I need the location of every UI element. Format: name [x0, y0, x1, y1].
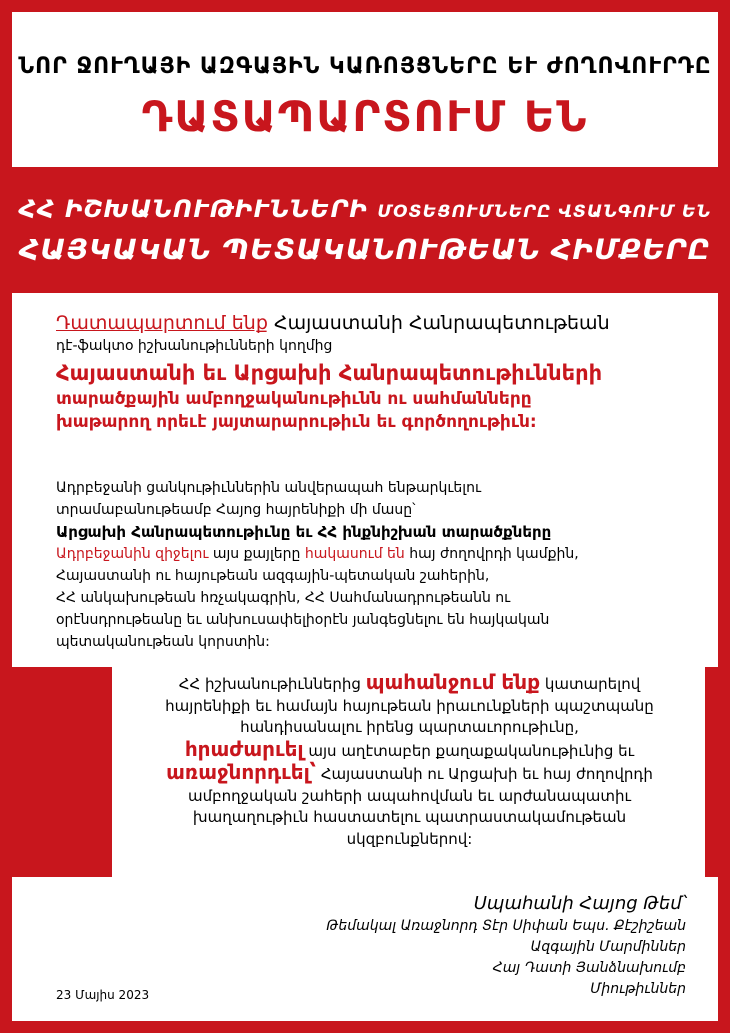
- paragraph-condemn: [56, 312, 696, 434]
- para2-line-1: Ադրբեջանի ցանկութիւններին անվերապահ ենթարկւելու: [56, 480, 482, 496]
- signature-committee: Հայ Դատի Յանձնախումբ: [492, 960, 686, 976]
- red-banner: [12, 167, 718, 293]
- para3-line-8: սկզբունքներով:: [346, 829, 473, 848]
- para3-line-4: [122, 736, 697, 763]
- para3-line-5: [122, 762, 697, 786]
- para3-line-7: խաղաղութիւն հաստատելու պատրաստակամութեան: [192, 808, 627, 826]
- para1-line-1: [56, 312, 696, 335]
- para2-line-2: տրամաբանութեամբ Հայոց հայրենիքի մի մասը՝: [56, 502, 416, 518]
- para3-line-2: հայրենիքի եւ համայն հայութեան իրաւունքների պաշտպանը: [165, 696, 654, 715]
- poster-header: [12, 12, 718, 167]
- para3-line-1-b: կատարելով: [540, 675, 641, 693]
- para3-red-renounce: հրաժարւել: [184, 736, 304, 761]
- banner-line-1: [12, 195, 718, 223]
- para2-line-6: ՀՀ անկախութեան հռչակագրին, ՀՀ Սահմանադրութեանն ու: [56, 590, 511, 606]
- para3-line-6: ամբողջական շահերի ապահովման եւ արժանապատիւ: [187, 786, 632, 805]
- para2-line-4-mid: այս քայլերը: [208, 546, 305, 562]
- para1-line-3: Հայաստանի եւ Արցախի Հանրապետութիւնների: [56, 361, 603, 385]
- para3-line-1-a: ՀՀ իշխանութիւններից: [178, 675, 366, 693]
- header-title: ԴԱՏԱՊԱՐՏՈՒՄ ԵՆ: [141, 92, 589, 141]
- para2-line-7: օրէնսդրութեանը եւ անխուսափելիօրէն յանգեցնելու են հայկական: [56, 612, 550, 628]
- para1-line-2: դէ-ֆակտօ իշխանութիւնների կողմից: [56, 338, 333, 354]
- banner-line-1-a: ՀՀ ԻՇԽԱՆՈՒԹԻՒՆՆԵՐԻ: [18, 195, 369, 223]
- para3-red-demand: պահանջում ենք: [365, 670, 541, 694]
- side-bar-right: [705, 667, 718, 877]
- para2-line-3: Արցախի Հանրապետութիւնը եւ ՀՀ ինքնիշխան տարածքները: [56, 523, 552, 541]
- para3-line-3: հանդիսանալու իրենց պարտաւորութիւնը,: [240, 718, 579, 736]
- signature-prelate: Թեմակալ Առաջնորդ Տէր Սիփան Եպս. Քէշիշեան: [326, 918, 686, 934]
- para3-line-1: [122, 672, 697, 696]
- para2-line-8: պետականութեան կորստին:: [56, 634, 270, 650]
- document-date: 23 Մայիս 2023: [56, 988, 150, 1002]
- poster-page: [12, 12, 718, 1021]
- header-subtitle: ՆՈՐ ՋՈՒՂԱՅԻ ԱԶԳԱՅԻՆ ԿԱՌՈՅՑՆԵՐԸ ԵՒ ԺՈՂՈՎՈՒՐԴԸ: [18, 54, 712, 79]
- para2-line-4-end: հայ ժողովրդի կամքին,: [404, 546, 579, 562]
- para3-red-guide: առաջնորդւել՝: [166, 760, 317, 784]
- para1-red-phrase: Դատապարտում ենք: [56, 312, 268, 334]
- para2-red-2: հակասում են: [304, 546, 405, 562]
- signature-bodies: Ազգային Մարմիններ: [530, 939, 686, 955]
- para2-line-4: [56, 543, 696, 565]
- banner-line-2: ՀԱՅԿԱԿԱՆ ՊԵՏԱԿԱՆՈՒԹԵԱՆ ՀԻՄՔԵՐԸ: [19, 233, 711, 266]
- para1-line-4: տարածքային ամբողջականութիւնն ու սահմանները: [56, 389, 532, 409]
- signature-block: [326, 892, 686, 1000]
- signature-unions: Միութիւններ: [590, 981, 686, 997]
- paragraph-demand: [122, 672, 697, 850]
- para3-line-5-b: Հայաստանի ու Արցախի եւ հայ ժողովրդի: [316, 765, 653, 783]
- side-bar-left: [12, 667, 112, 877]
- paragraph-context: [56, 477, 696, 653]
- para1-line-5: խաթարող որեւէ յայտարարութիւն եւ գործողութիւն:: [56, 412, 537, 432]
- banner-line-1-b: ՄՕՏԵՑՈՒՄՆԵՐԸ ՎՏԱՆԳՈՒՄ ԵՆ: [377, 202, 712, 222]
- para2-line-5: Հայաստանի ու հայութեան ազգային-պետական շահերին,: [56, 568, 490, 584]
- para1-line-1-rest: Հայաստանի Հանրապետութեան: [267, 312, 610, 334]
- signature-diocese: Սպահանի Հայոց Թեմ՝: [473, 893, 686, 914]
- para2-red-1: Ադրբեջանին զիջելու: [56, 546, 209, 562]
- para3-line-4-b: այս աղէտաբեր քաղաքականութիւնից եւ: [303, 741, 635, 760]
